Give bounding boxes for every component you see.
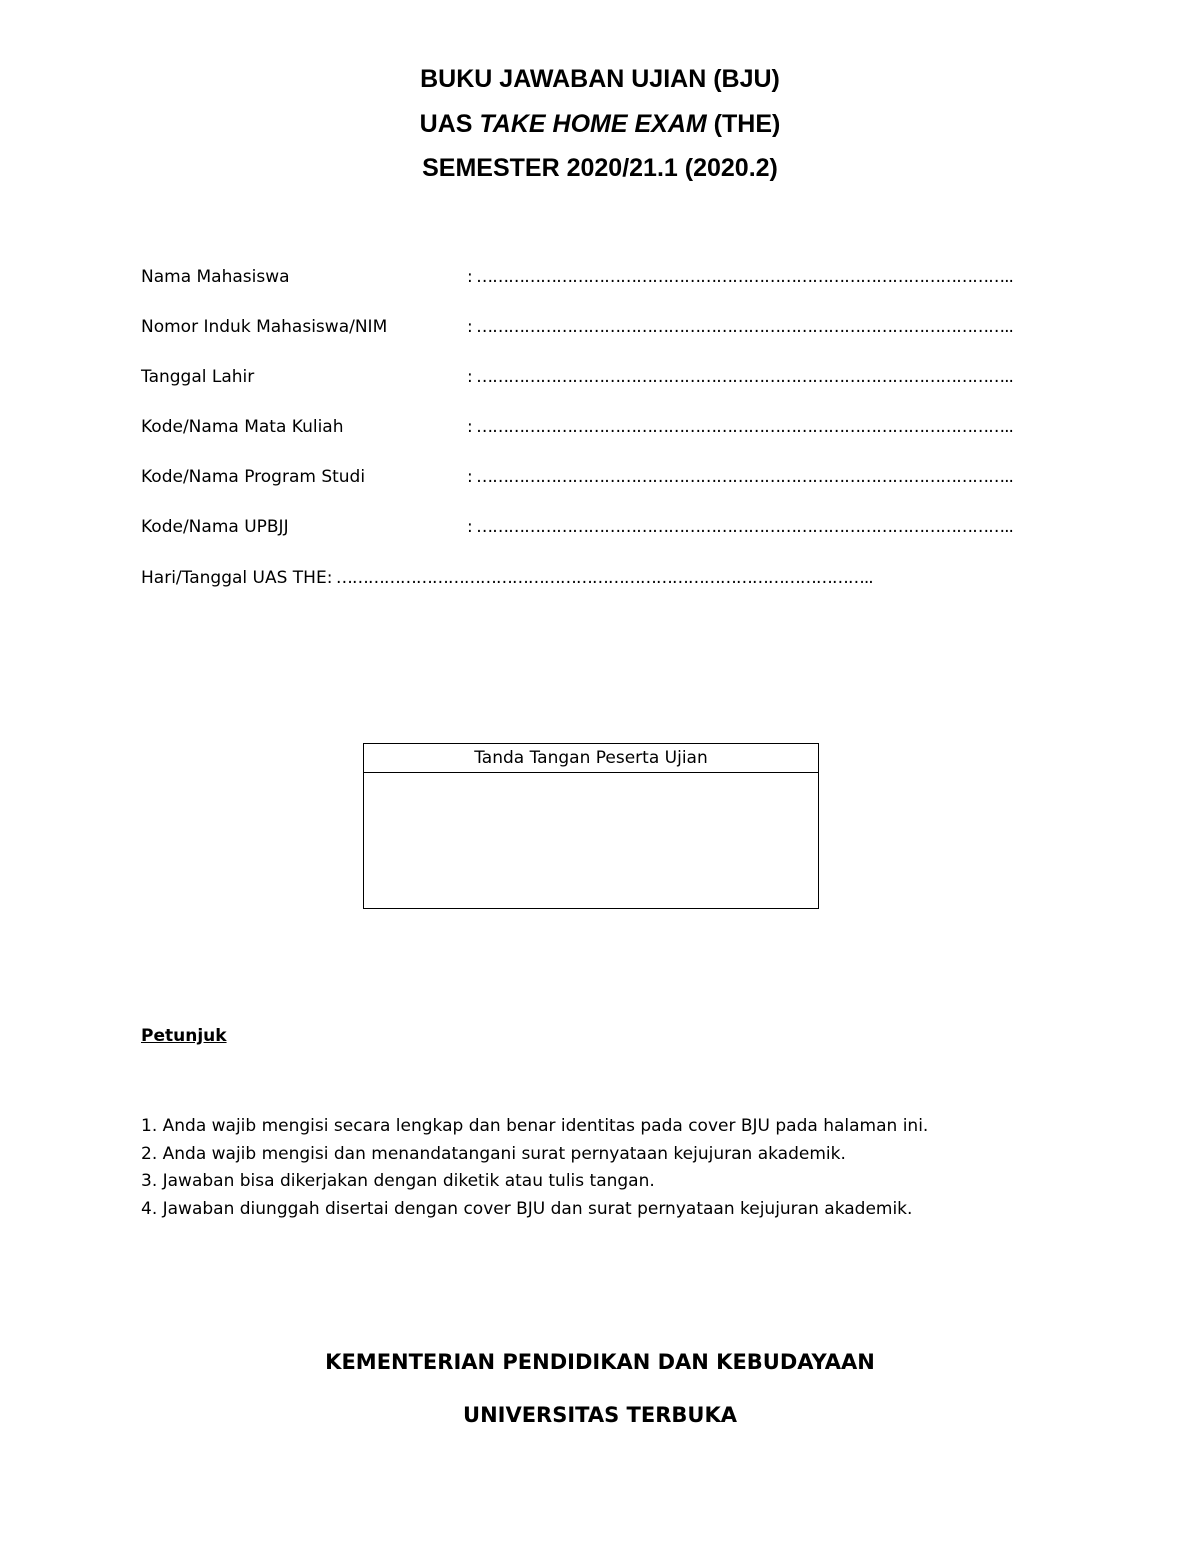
field-label: Nomor Induk Mahasiswa/NIM <box>141 317 388 337</box>
field-value[interactable]: : ……………………………………………………………………………………….. <box>467 467 1013 487</box>
instruction-item: 2. Anda wajib mengisi dan menandatangani surat pernyataan kejujuran akademik. <box>141 1143 846 1164</box>
subtitle-suffix: (THE) <box>706 110 781 138</box>
university-name: UNIVERSITAS TERBUKA <box>463 1403 737 1427</box>
semester-label: SEMESTER 2020/21.1 (2020.2) <box>422 154 778 182</box>
field-value[interactable]: : ……………………………………………………………………………………….. <box>467 267 1013 287</box>
field-mata-kuliah[interactable] <box>141 414 1013 440</box>
signature-box[interactable] <box>363 743 819 909</box>
subtitle-italic: TAKE HOME EXAM <box>479 110 707 138</box>
field-hari-tanggal[interactable] <box>141 565 873 591</box>
field-label: Nama Mahasiswa <box>141 267 290 287</box>
instruction-item: 4. Jawaban diunggah disertai dengan cover BJU dan surat pernyataan kejujuran akademik. <box>141 1198 913 1219</box>
field-value[interactable]: : ……………………………………………………………………………………….. <box>467 517 1013 537</box>
field-label: Kode/Nama Mata Kuliah <box>141 417 344 437</box>
instruction-item: 3. Jawaban bisa dikerjakan dengan diketik atau tulis tangan. <box>141 1171 655 1191</box>
field-upbjj[interactable] <box>141 514 1013 540</box>
field-tanggal-lahir[interactable] <box>141 364 1013 390</box>
field-value[interactable]: : ……………………………………………………………………………………….. <box>467 417 1013 437</box>
ministry-name: KEMENTERIAN PENDIDIKAN DAN KEBUDAYAAN <box>325 1350 875 1374</box>
document-subtitle <box>0 109 1200 139</box>
field-nim[interactable] <box>141 314 1013 340</box>
subtitle-prefix: UAS <box>419 110 480 138</box>
field-label: Hari/Tanggal UAS THE <box>141 568 327 588</box>
field-nama-mahasiswa[interactable] <box>141 264 1013 290</box>
field-label: Kode/Nama UPBJJ <box>141 517 289 537</box>
document-title: BUKU JAWABAN UJIAN (BJU) <box>420 65 780 93</box>
field-value[interactable]: : ……………………………………………………………………………………….. <box>467 367 1013 387</box>
field-value[interactable]: : ……………………………………………………………………………………….. <box>467 317 1013 337</box>
field-program-studi[interactable] <box>141 464 1013 490</box>
field-label: Tanggal Lahir <box>141 367 255 387</box>
signature-header: Tanda Tangan Peserta Ujian <box>364 744 818 773</box>
instructions-title: Petunjuk <box>141 1026 227 1046</box>
field-label: Kode/Nama Program Studi <box>141 467 366 487</box>
instruction-item: 1. Anda wajib mengisi secara lengkap dan benar identitas pada cover BJU pada halaman ini. <box>141 1116 929 1136</box>
field-value[interactable]: : ……………………………………………………………………………………….. <box>326 568 873 588</box>
instructions-list <box>141 1113 928 1223</box>
